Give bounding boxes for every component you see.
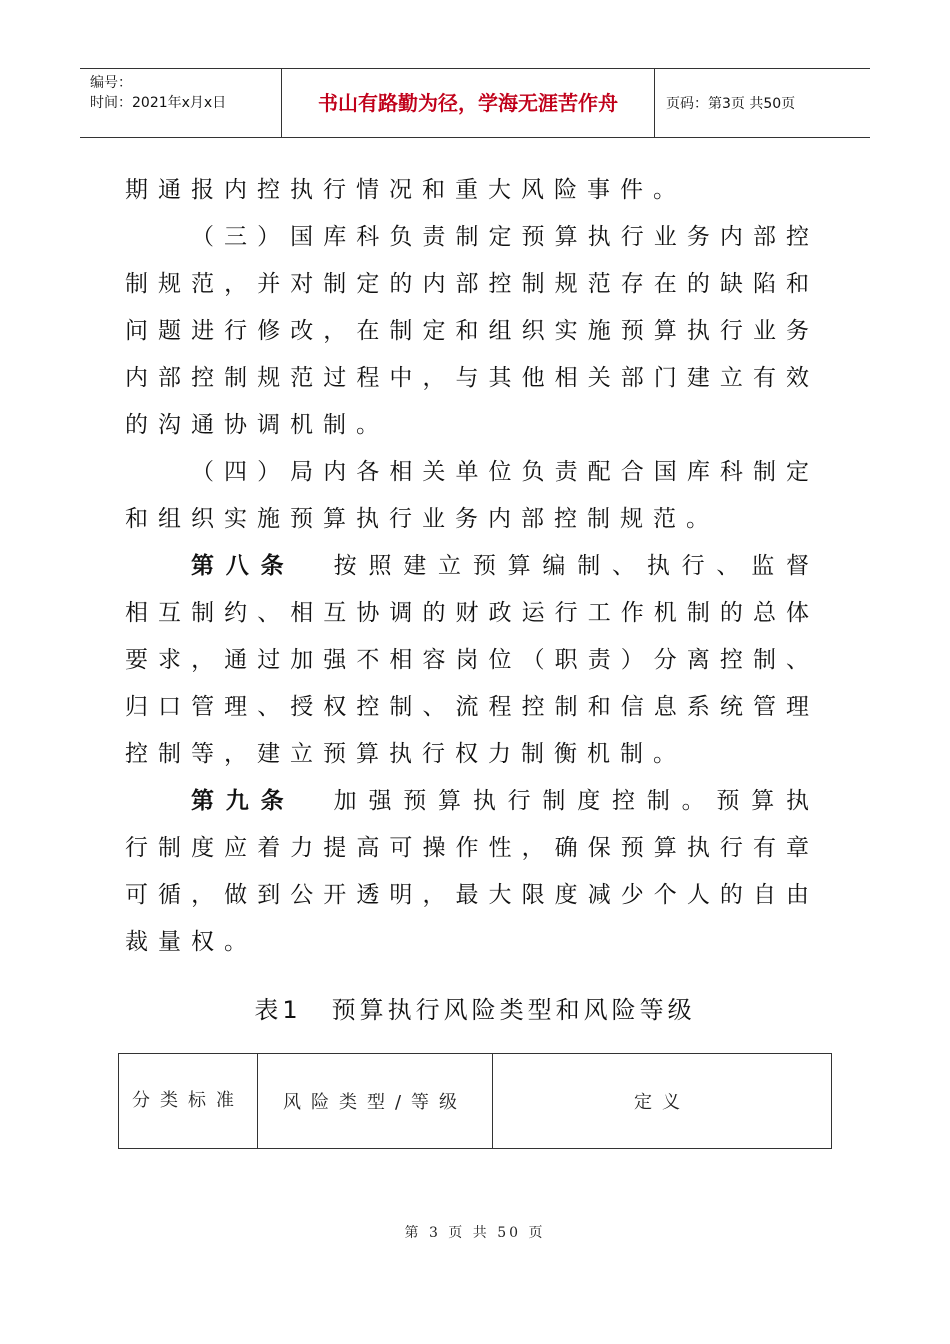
article-paragraph bbox=[125, 543, 819, 778]
table-title-text: 预算执行风险类型和风险等级 bbox=[331, 996, 696, 1024]
header-cell-definition: 定义 bbox=[493, 1054, 832, 1149]
header-divider bbox=[654, 69, 655, 137]
risk-table bbox=[118, 1053, 832, 1149]
table-title bbox=[0, 990, 950, 1025]
document-date-label: 时间：2021年x月x日 bbox=[90, 95, 227, 111]
page-footer: 第 3 页 共 50 页 bbox=[404, 1225, 546, 1241]
article-paragraph bbox=[125, 778, 819, 966]
header-meta bbox=[80, 69, 280, 137]
article-text: 按照建立预算编制、执行、监督相互制约、相互协调的财政运行工作机制的总体要求，通过加强不相容岗位（职责）分离控制、归口管理、授权控制、流程控制和信息系统管理控制等，建立预算执行权力制衡机制。 bbox=[125, 553, 820, 767]
header-page-label: 页码：第3页 共50页 bbox=[666, 96, 796, 112]
paragraph: （四）局内各相关单位负责配合国库科制定和组织实施预算执行业务内部控制规范。 bbox=[125, 459, 819, 532]
table-header-row bbox=[119, 1054, 832, 1149]
header-cell-risk-type: 风险类型/等级 bbox=[258, 1054, 493, 1149]
header-motto: 书山有路勤为径，学海无涯苦作舟 bbox=[318, 91, 618, 115]
paragraph: 期通报内控执行情况和重大风险事件。 bbox=[125, 177, 686, 203]
paragraph: （三）国库科负责制定预算执行业务内部控制规范，并对制定的内部控制规范存在的缺陷和问题进行修改，在制定和组织实施预算执行业务内部控制规范过程中，与其他相关部门建立有效的沟通协调机制。 bbox=[125, 224, 819, 438]
page-header bbox=[80, 68, 870, 138]
article-heading: 第八条 bbox=[191, 553, 296, 579]
document-body bbox=[125, 167, 819, 966]
article-text: 加强预算执行制度控制。预算执行制度应着力提高可操作性，确保预算执行有章可循，做到公开透明，最大限度减少个人的自由裁量权。 bbox=[125, 788, 820, 955]
header-cell-category: 分类标准 bbox=[119, 1054, 258, 1149]
table-number: 表1 bbox=[254, 996, 302, 1024]
article-heading: 第九条 bbox=[191, 788, 296, 814]
document-number-label: 编号： bbox=[90, 75, 132, 91]
